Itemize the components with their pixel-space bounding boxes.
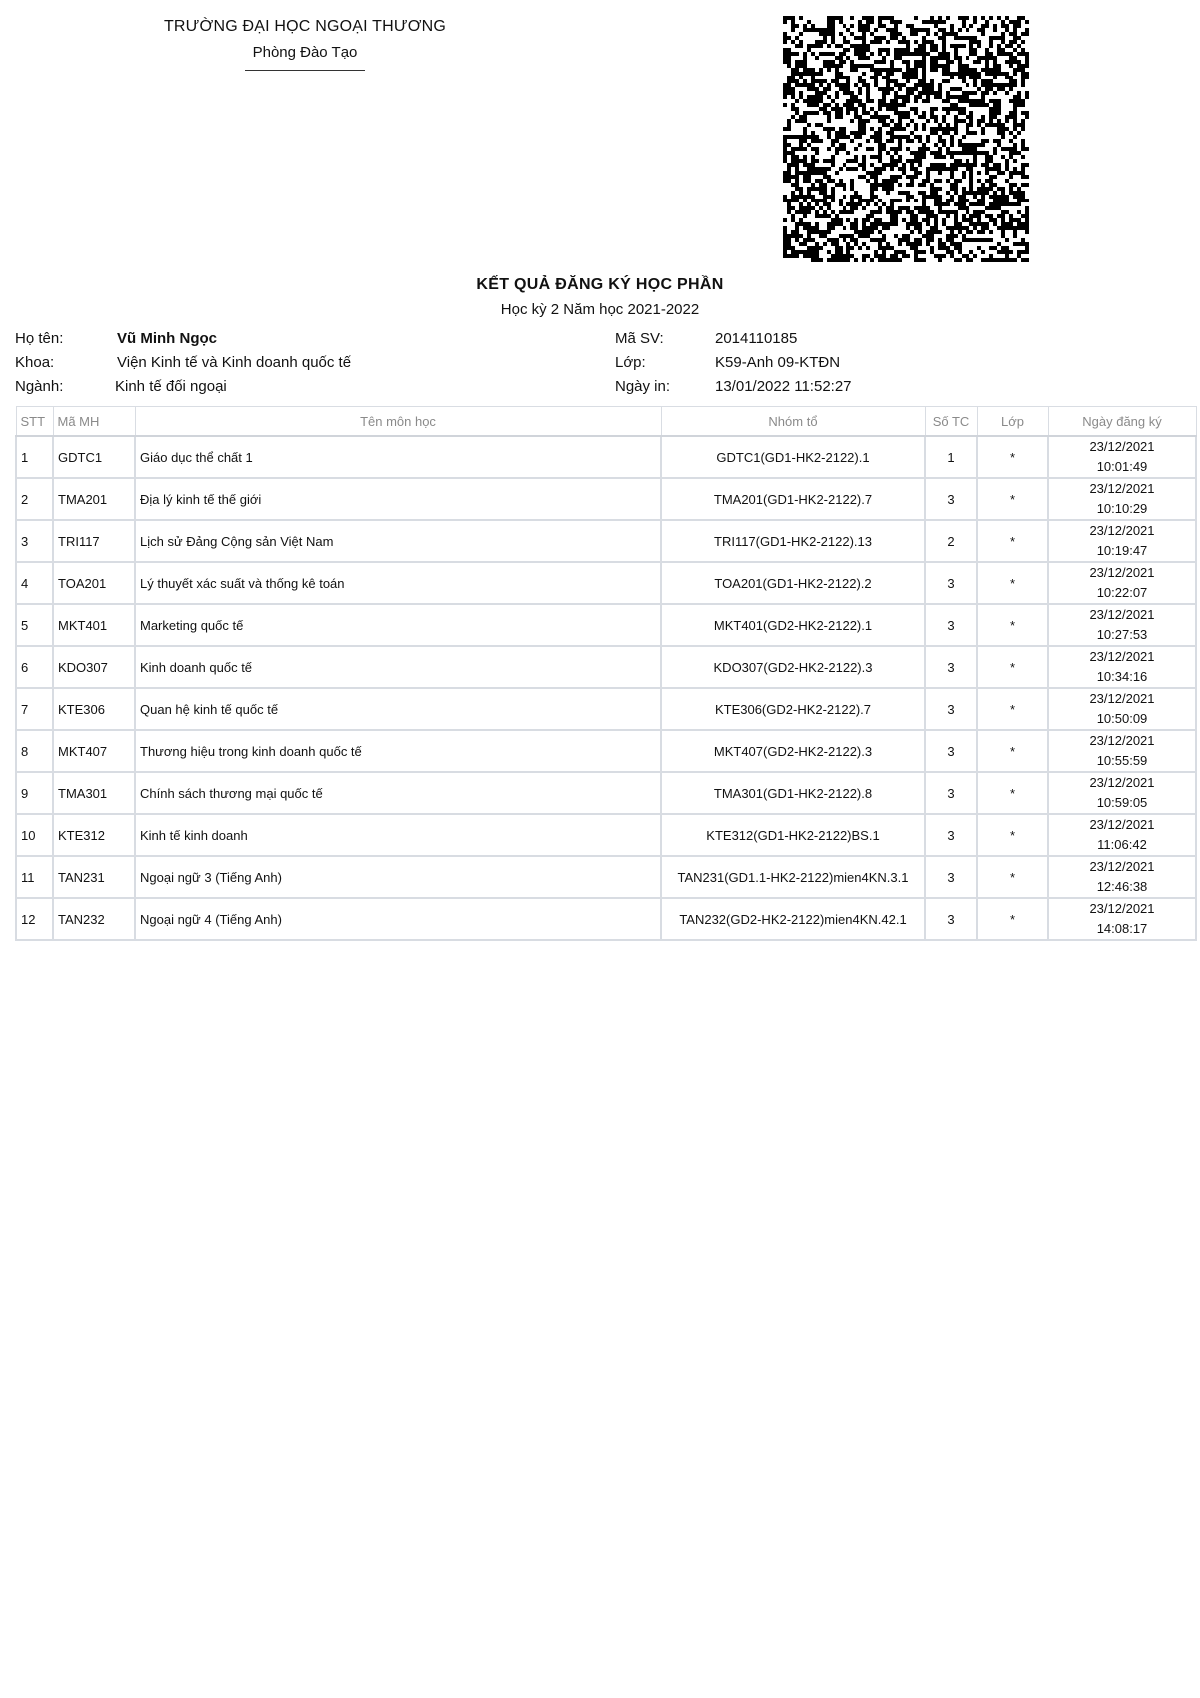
header-stt: STT [16,407,53,437]
table-row [16,856,1196,898]
table-row [16,646,1196,688]
row-class: * [977,436,1048,478]
row-course-code: KTE306 [53,688,135,730]
row-stt: 1 [16,436,53,478]
row-registration-date: 23/12/2021 [1089,733,1155,748]
row-stt: 6 [16,646,53,688]
header-group: Nhóm tổ [661,407,925,437]
row-credits: 3 [925,604,977,646]
row-group: MKT407(GD2-HK2-2122).3 [661,730,925,772]
row-course-name: Kinh doanh quốc tế [135,646,661,688]
row-registration-time: 12:46:38 [1096,879,1148,894]
row-stt: 12 [16,898,53,940]
row-stt: 4 [16,562,53,604]
row-registration-time: 10:19:47 [1096,543,1148,558]
header-credits: Số TC [925,407,977,437]
row-course-name: Địa lý kinh tế thế giới [135,478,661,520]
row-course-name: Chính sách thương mại quốc tế [135,772,661,814]
print-date: 13/01/2022 11:52:27 [715,378,852,395]
row-registration-datetime [1048,646,1196,688]
student-class: K59-Anh 09-KTĐN [715,354,841,371]
row-class: * [977,478,1048,520]
row-group: TAN231(GD1.1-HK2-2122)mien4KN.3.1 [661,856,925,898]
row-course-name: Ngoại ngữ 3 (Tiếng Anh) [135,856,661,898]
row-course-name: Ngoại ngữ 4 (Tiếng Anh) [135,898,661,940]
row-credits: 3 [925,478,977,520]
row-registration-datetime [1048,478,1196,520]
row-credits: 3 [925,772,977,814]
row-course-name: Quan hệ kinh tế quốc tế [135,688,661,730]
row-registration-datetime [1048,436,1196,478]
row-course-code: TRI117 [53,520,135,562]
row-stt: 3 [16,520,53,562]
table-row [16,436,1196,478]
row-registration-time: 10:59:05 [1096,795,1148,810]
row-registration-datetime [1048,898,1196,940]
row-registration-date: 23/12/2021 [1089,607,1155,622]
row-class: * [977,814,1048,856]
row-registration-time: 11:06:42 [1097,837,1147,852]
row-class: * [977,730,1048,772]
row-registration-date: 23/12/2021 [1089,901,1155,916]
row-group: MKT401(GD2-HK2-2122).1 [661,604,925,646]
row-credits: 1 [925,436,977,478]
qr-code-icon [783,16,1029,262]
row-stt: 8 [16,730,53,772]
row-course-name: Marketing quốc tế [135,604,661,646]
row-registration-time: 10:34:16 [1096,669,1148,684]
row-stt: 10 [16,814,53,856]
row-group: KTE312(GD1-HK2-2122)BS.1 [661,814,925,856]
header-divider [245,70,365,71]
student-class-label: Lớp: [615,354,646,371]
row-course-code: MKT401 [53,604,135,646]
row-course-code: TAN232 [53,898,135,940]
row-class: * [977,898,1048,940]
row-registration-time: 10:10:29 [1096,501,1148,516]
table-header-row [16,407,1196,437]
row-registration-date: 23/12/2021 [1089,817,1155,832]
row-registration-datetime [1048,688,1196,730]
row-course-name: Thương hiệu trong kinh doanh quốc tế [135,730,661,772]
row-registration-time: 10:22:07 [1096,585,1148,600]
row-stt: 2 [16,478,53,520]
table-row [16,688,1196,730]
row-registration-date: 23/12/2021 [1089,691,1155,706]
document-subtitle: Học kỳ 2 Năm học 2021-2022 [500,301,700,318]
row-registration-time: 10:27:53 [1096,627,1148,642]
student-major-label: Ngành: [15,378,64,395]
print-date-label: Ngày in: [615,378,671,395]
row-stt: 5 [16,604,53,646]
row-course-name: Kinh tế kinh doanh [135,814,661,856]
table-row [16,814,1196,856]
row-stt: 9 [16,772,53,814]
row-group: GDTC1(GD1-HK2-2122).1 [661,436,925,478]
row-group: TOA201(GD1-HK2-2122).2 [661,562,925,604]
row-course-code: KTE312 [53,814,135,856]
table-row [16,898,1196,940]
header-course-name: Tên môn học [135,407,661,437]
table-row [16,604,1196,646]
row-course-name: Lịch sử Đảng Cộng sản Việt Nam [135,520,661,562]
row-registration-date: 23/12/2021 [1089,649,1155,664]
row-stt: 11 [16,856,53,898]
row-group: TMA201(GD1-HK2-2122).7 [661,478,925,520]
row-credits: 3 [925,898,977,940]
row-registration-time: 10:50:09 [1096,711,1148,726]
header-class: Lớp [977,407,1048,437]
student-major: Kinh tế đối ngoại [115,378,227,395]
row-class: * [977,856,1048,898]
header-course-code: Mã MH [53,407,135,437]
row-registration-date: 23/12/2021 [1089,859,1155,874]
table-row [16,520,1196,562]
row-credits: 3 [925,562,977,604]
row-stt: 7 [16,688,53,730]
row-registration-date: 23/12/2021 [1089,439,1155,454]
table-row [16,730,1196,772]
row-credits: 3 [925,688,977,730]
row-registration-datetime [1048,562,1196,604]
office-name: Phòng Đào Tạo [252,44,358,61]
document-title: KẾT QUẢ ĐĂNG KÝ HỌC PHẦN [476,276,724,293]
row-registration-datetime [1048,814,1196,856]
row-registration-date: 23/12/2021 [1089,523,1155,538]
row-registration-datetime [1048,520,1196,562]
student-faculty-label: Khoa: [15,354,55,371]
table-row [16,478,1196,520]
row-registration-datetime [1048,772,1196,814]
student-faculty: Viện Kinh tế và Kinh doanh quốc tế [117,354,352,371]
row-credits: 3 [925,814,977,856]
row-course-code: GDTC1 [53,436,135,478]
row-class: * [977,520,1048,562]
row-course-name: Giáo dục thể chất 1 [135,436,661,478]
student-id: 2014110185 [715,330,798,347]
row-class: * [977,604,1048,646]
row-registration-datetime [1048,856,1196,898]
document-header [140,14,470,71]
row-course-code: TOA201 [53,562,135,604]
student-name: Vũ Minh Ngọc [117,330,217,347]
row-registration-date: 23/12/2021 [1089,565,1155,580]
row-registration-time: 10:01:49 [1096,459,1148,474]
row-group: TMA301(GD1-HK2-2122).8 [661,772,925,814]
course-registration-table [15,406,1197,941]
row-course-code: KDO307 [53,646,135,688]
row-course-name: Lý thuyết xác suất và thống kê toán [135,562,661,604]
row-class: * [977,772,1048,814]
table-row [16,772,1196,814]
row-credits: 3 [925,646,977,688]
row-group: TAN232(GD2-HK2-2122)mien4KN.42.1 [661,898,925,940]
row-registration-date: 23/12/2021 [1089,481,1155,496]
table-row [16,562,1196,604]
row-registration-datetime [1048,604,1196,646]
row-course-code: TMA301 [53,772,135,814]
row-group: KDO307(GD2-HK2-2122).3 [661,646,925,688]
row-group: KTE306(GD2-HK2-2122).7 [661,688,925,730]
row-course-code: MKT407 [53,730,135,772]
row-registration-time: 14:08:17 [1096,921,1148,936]
school-name: TRƯỜNG ĐẠI HỌC NGOẠI THƯƠNG [163,18,447,35]
row-class: * [977,646,1048,688]
row-registration-date: 23/12/2021 [1089,775,1155,790]
student-id-label: Mã SV: [615,330,664,347]
row-credits: 2 [925,520,977,562]
row-course-code: TAN231 [53,856,135,898]
student-name-label: Họ tên: [15,330,64,347]
header-registration-date: Ngày đăng ký [1048,407,1196,437]
row-class: * [977,688,1048,730]
row-registration-time: 10:55:59 [1096,753,1148,768]
row-group: TRI117(GD1-HK2-2122).13 [661,520,925,562]
row-registration-datetime [1048,730,1196,772]
row-credits: 3 [925,730,977,772]
row-credits: 3 [925,856,977,898]
row-course-code: TMA201 [53,478,135,520]
row-class: * [977,562,1048,604]
